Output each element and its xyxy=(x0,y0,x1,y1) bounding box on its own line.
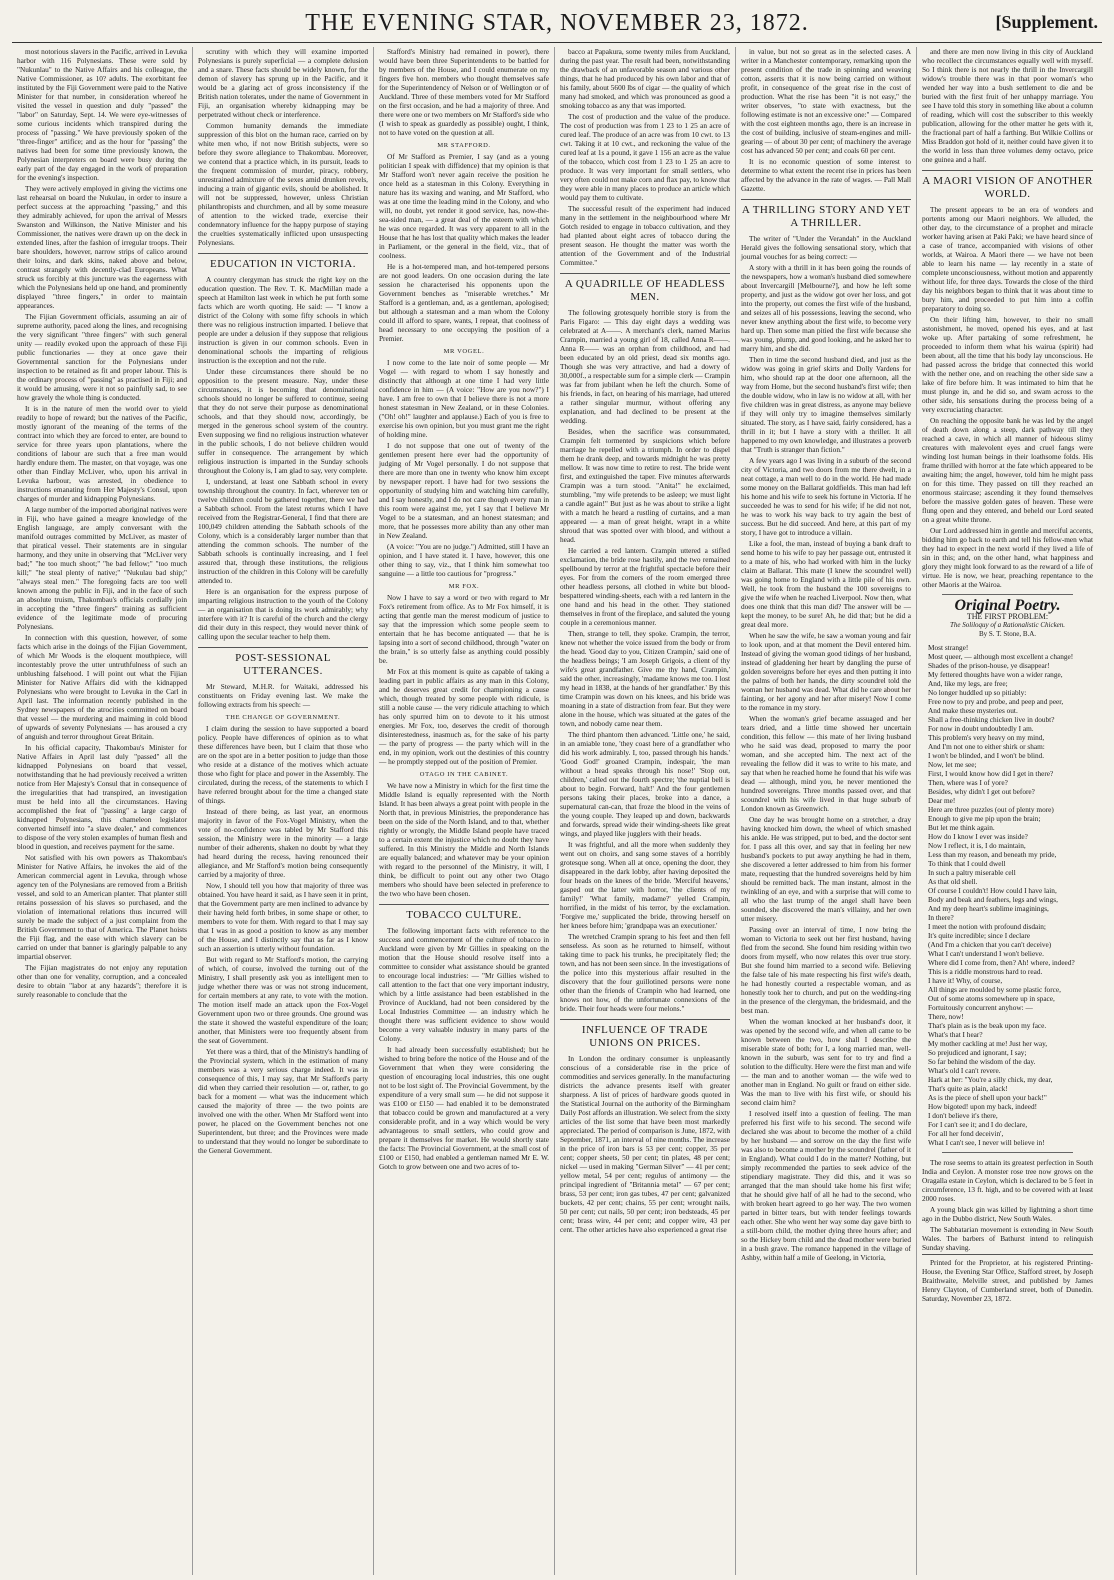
article-paragraph: Of Mr Stafford as Premier, I say (and as a young politician I speak with diffidence) that my opinion is that Mr Stafford won't never again receive the position he once held as a statesman in this Colony. Everything in nature has its waxing and waning, and Mr Stafford, who was at one time the leading mind in the Colony, and who will, no doubt, yet render it good service, has, now-the-sea-sided man, — a great deal of the esteem with which he was once regarded. It was very apparent to all in the House that he has lost that quality which makes the leader in Parliament, or the general in the field, viz., that of coolness. xyxy=(379,152,549,260)
article-paragraph: I claim during the session to have supported a board policy. People have differences of opinion as to what these differences have been, but I claim that those who are on the spot are in a better position to judge than those who reside at a distance of the motives which actuate those who fight for place and power in the Assembly. The circulated, during the recess, of the statements to which I have referred brought about for the time a changed state of things. xyxy=(198,724,368,805)
poem-line: Most strange! xyxy=(928,643,969,652)
article-paragraph: In connection with this question, however, of some facts which arise in the doings of the Fijian Government, of which Mr Woods is the eloquent mouthpiece, will incontestably prove the utter untruthfulness of such an unblushing falsehood. I will point out what the Fijian Minister for Native Affairs did with the kidnapped Polynesians who were brought to Levuka in the Carl in April last. The information recently published in the Sydney newspapers of the atrocities committed on board that vessel — the murdering and maiming in cold blood of upwards of seventy Polynesians — has aroused a cry of anguish and terror throughout Great Britain. xyxy=(17,633,187,741)
article-paragraph: The wretched Crampin sprang to his feet and then fell senseless. As soon as he returned to himself, without taking time to pack his trunks, he precipitately fled; the town, and has not been seen since. In the investigations of the police into this mysterious affair resulted in the discovery that the four guillotined persons were none other than the friends of Crampin who had learned, one knows not how, of the unfortunate connexions of the bride. Their four heads were four melons." xyxy=(560,932,730,1013)
article-paragraph: (A voice: "You are no judge.") Admitted, still I have an opinion, and I have stated it. I have, however, this one other thing to say, viz., that I think him somewhat too sanguine — a little too cautious for "progress." xyxy=(379,542,549,578)
article-paragraph: in value, but not so great as in the selected cases. A writer in a Manchester contemporary, remarking upon the present condition of the trade in spinning and weaving cotton, asserts that it is now being carried on without profit, in consequence of the great rise in the cost of production. What the rise has been "it is not easy," the writer observes, "to state with exactness, but the following estimate is not an excessive one:" — Compared with the cost eighteen months ago, there is an increase in the cost of building, inclusive of steam-engines and mill-gearing — of about 30 per cent; of machinery the average cost has advanced 50 per cent; and coals 60 per cent. xyxy=(741,47,911,155)
article-paragraph: A large number of the imported aboriginal natives were in Fiji, who have gained a meagre knowledge of the English language, are amply conversant with the manifold outrages committed by McLiver, as master of that piratical vessel. Their statements are in singular harmony, and they unite in observing that "McLiver very bad;" "he too much shoot;" "he bad fellow;" "too much kill;" "he steal plenty of native;" "Nukulau bad ship;" "always steal men." The foregoing facts are too well known among the public in Fiji, and in the face of such an absolute truism, Thakombau's officials cordially join in accepting the "three fingers" training as sufficient evidence of the legitimate mode of procuring Polynesians. xyxy=(17,505,187,631)
article-paragraph: When the woman's grief became assuaged and her tears dried, and a little time showed her uncertain condition, this fellow — this mate of her living husband who he said was dead, proposed to marry the poor woman, and she accepted him. The next act of the revealing the fellow did it was to write to his mate, and say that when he reached home he found that his wife was dead — although, mind you, he never mentioned the hundred sovereigns. Three months passed over, and that scoundrel with his wife lived in that huge suburb of London known as Greenwich. xyxy=(741,714,912,813)
poem-line: As that old shell. xyxy=(928,877,978,886)
poem-line: What's that I hear? xyxy=(928,1030,983,1039)
article-paragraph: It is no economic question of some interest to determine to what extent the recent rise in prices has been affected by the advance in the rate of wages. — Pall Mall Gazette. xyxy=(741,157,911,193)
poem-line: Out of some atoms somewhere up in space, xyxy=(928,994,1055,1003)
poem-line: I don't believe it's there, xyxy=(928,1111,998,1120)
poem-line: I meet the notion with profound disdain; xyxy=(928,922,1046,931)
headline-trade-unions-on-prices: INFLUENCE OF TRADE UNIONS ON PRICES. xyxy=(560,1019,730,1050)
poem-author: By S. T. Stone, B.A. xyxy=(978,630,1037,638)
poem-line: Besides, why didn't I get out before? xyxy=(928,787,1035,796)
poem-line: I won't be blinded, and I won't be blind. xyxy=(928,751,1045,760)
poem-line: But let me think again. xyxy=(928,823,995,832)
masthead xyxy=(12,6,1102,43)
poem-line: Now I reflect, it is, I do maintain, xyxy=(928,841,1026,850)
subheading: OTAGO IN THE CABINET. xyxy=(419,771,509,778)
article-paragraph: On reaching the opposite bank he was led by the angel of death down along a steep, dark pathway till they reached a cave, in which all manner of hideous slimy creatures with malevolent eyes and cruel fangs were winding lost human beings in their loathsome folds. His frame thrilled with horror at the fate which appeared to be awaiting him; the angel, however, told him he might pass on for this time. They passed on till they reached an enormous staircase; ascending it they found themselves before the massive golden gates of heaven. These were flung open and they entered, and beheld our Lord seated on a great white throne. xyxy=(922,416,1093,524)
poem-line: To think that I could dwell xyxy=(928,859,1006,868)
article-paragraph: Passing over an interval of time, I now bring the woman to Victoria to seek out her first husband, having fled from the second. She found him residing within two doors from myself, who now relates this over true story. But she found him married to a second wife. Believing the false tale of his mate respecting his first wife's death, he had honestly courted a respectable woman, and as honestly took her to church, and put on the wedding-ring in the presence of the clergyman, the bridesmaid, and the best man. xyxy=(741,925,911,1015)
article-paragraph: He carried a red lantern. Crampin uttered a stifled exclamation, the bride rose hastily, and the two remained spellbound by terror at the frightful spectacle before their eyes. For from the corners of the room emerged three other headless persons, all clothed in white but blood-bespattered winding-sheets, each with a red lantern in the one hand and his head in the other. They stationed themselves in front of the fireplace, and saluted the young couple in a ceremonious manner. xyxy=(560,546,730,627)
poem-line: Less than my reason, and beneath my pride, xyxy=(928,850,1057,859)
article-paragraph: bacco at Papakura, some twenty miles from Auckland, during the past year. The result had been, notwithstanding the drawback of an unfavorable season and various other things, that he had produced by his own labor and that of his family, about 5600 lbs of cigar — the quality of which many had smoked, and which was pronounced as good a smoking tobacco as any that was imported. xyxy=(560,47,730,110)
article-paragraph: The third phantom then advanced. 'Little one,' he said, in an amiable tone, 'they coast here of a grandfather who did his work admirably. I, too, passed through his hands.' 'Good God!' groaned Crampin, indespair, 'the man without a head speaks through his nose!' 'Stop out, children,' called out the fourth spectre; 'the nuptial bell is about to begin. Forward, halt!' And the four gentlemen persons taking their places, broke into a dance, a supernatural can-can, that froze the blood in the veins of the young couple. They leaped up and down, backwards and forwards, spread wide their winding-sheets like great wings, and played like jugglers with their heads. xyxy=(560,730,730,838)
poem-line: I have it! Why, of course, xyxy=(928,976,1003,985)
article-paragraph: It was frightful, and all the more when suddenly they went out on choirs, and sang some staves of a horribly grotesque song. When all at once, opening the door, they disappeared in the dark lobby, after having deposited the four heads on the knees of the bride. 'Merciful heavens,' gasped out the latter with horror, 'the clients of my family!' 'What family, madame?' yelled Crampin, horrified, in the midst of his terror, by the exclamation. 'Forgive me,' supplicated the bride, throwing herself on her knees before him; 'grandpapa was an executioner.' xyxy=(560,840,730,930)
poem-line: Here are three puzzles (out of plenty more) xyxy=(928,805,1054,814)
poem-line: Where did I come from, then? Ah! where, indeed? xyxy=(928,958,1075,967)
article-paragraph: One day he was brought home on a stretcher, a dray having knocked him down, the wheel of which smashed his ankle. He was stripped, put to bed, and the doctor sent for. I pass all this over, and say that in feeling her new husband's pockets to put away anything he had in them, she discovered a letter addressed to him from his former mate, requesting that the hundred sovereigns held by him should be remitted back. The man instant, almost in the twinkling of an eye, and with a surprise that will come to all who the last trump of the angel shall have been sounded, she discovered the man's villainy, and her own utter misery. xyxy=(741,815,911,923)
article-paragraph: A country clergyman has struck the right key on the education question. The Rev. T. K. MacMillan made a speech at Hamilton last week in which he put forth some facts which are worth quoting. He said: — "I know a district of the Colony with some fifty schools in which there was no religious instruction imparted. I believe that people are under a delusion if they suppose that religious instruction is given in our common schools. Even in denominational schools the imparting of religious instruction is the exception and not the rule. xyxy=(198,275,368,365)
poem-line: This is a riddle monstrous hard to read. xyxy=(928,967,1043,976)
poem-line: How bigoted! upon my back, indeed! xyxy=(928,1102,1038,1111)
article-paragraph: The following grotesquely horrible story is from the Paris Figaro: — This day eight days a wedding was celebrated at A——. A merchant's clerk, named Marius Crampin, married a young girl of 18, called Anna R——. Anna R—— was an orphan from childhood, and had been educated by an old priest, dead six months ago. Though she was very attractive, and had a dowry of 30,000f., a respectable sum for a simple clerk — Crampin was far from jubilant when he left the church. Some of his friends, in fact, on hearing of his marriage, had uttered a rather singular murmur, without offering any explanation, and had declined to be present at the wedding. xyxy=(560,308,730,425)
poem-line: Enough to give me pip upon the brain; xyxy=(928,814,1041,823)
news-item: The Sabbatarian movement is extending in New South Wales. The barbers of Bathurst intend to relinquish Sunday shaving. xyxy=(922,1225,1093,1252)
poem-line: There, now! xyxy=(928,1012,964,1021)
headline-education-in-victoria: EDUCATION IN VICTORIA. xyxy=(198,253,368,271)
poem-line: This problem's very heavy on my mind, xyxy=(928,733,1045,742)
poem-line: What I can't see, I never will believe in! xyxy=(928,1138,1045,1147)
article-paragraph: Yet there was a third, that of the Ministry's handling of the Provincial system, which in the estimation of many members was a very serious charge indeed. It was in consequence of this, I may say, that Mr Stafford's party did when they carried their resolution — or, rather, to go back for a moment — what was the inducement which caused the majority of three — the two points are involved one with the other. When Mr Stafford went into power, he placed on the Government benches not one Superintendent, but three; and the Provinces were made to understand that they would no longer be subordinate to the General Government. xyxy=(198,1047,368,1155)
poem-line: Shall a free-thinking chicken live in doubt? xyxy=(928,715,1055,724)
section-title-original-poetry: Original Poetry. xyxy=(954,597,1061,614)
article-paragraph: Stafford's Ministry had remained in power), there would have been three Superintendents to be battled for by members of the House, and I could enumerate on my fingers five hon. members who thought themselves safe for the Superintendency of Nelson or of Wellington or of Auckland. Three of these members voted for Mr Stafford on the first occasion, and he had a majority of three. And there were one or two members on Mr Stafford's side who (I wish to speak as guardedly as possible) ought, I think, not to have voted on the question at all. xyxy=(379,47,549,137)
subheading: MR STAFFORD. xyxy=(437,142,491,149)
article-paragraph: It had already been successfully established; but he wished to bring before the notice of the House and of the Government that when they were considering the question of encouraging local industries, this one ought not to be lost sight of. The Provincial Government, by the expenditure of a very small sum — he did not suppose it was £100 or £150 — had enabled it to be demonstrated that tobacco could be grown and manufactured at a very considerable profit, and in a way which would be very advantageous to small settlers, who could grow and prepare it themselves for market. He would shortly state the facts: The Provincial Government, at the small cost of £100 or £150, had enabled a gentleman named Mr E. W. Gotch to grow between one and two acres of to- xyxy=(379,1045,549,1171)
poem-line: And make these mysteries out. xyxy=(928,706,1018,715)
poem-line: For all her fond deceivin', xyxy=(928,1129,1004,1138)
article-paragraph: The writer of "Under the Verandah" in the Auckland Herald gives the following sensational story, which that journal vouches for as being correct: — xyxy=(741,234,911,261)
article-paragraph: They were actively employed in giving the victims one last rehearsal on board the Nukulau, in order to insure a perfect success at the approaching "passing," and this they admirably achieved, for upon the arrival of Messrs Swanston and Wilkinson, the Native Minister and his Commissioner, the natives were drawn up on the deck in extended lines, after the fashion of irregular troops. Their bare shoulders, however, narrow strips of calico around their loins, and dark skins, naked above and below, contrast strangely with decently-clad Europeans. What struck us forcibly at this juncture was the eagerness with which the Polynesians held up one hand, and prominently displayed "three fingers," in order to maintain appearances. xyxy=(17,184,187,310)
article-paragraph: The Fijian magistrates do not enjoy any reputation other than one for venality, corruption, and a concealed desire to obtain "labor at any hazards"; therefore it is surely reasonable to conclude that the xyxy=(17,963,187,999)
article-paragraph: The successful result of the experiment had induced many in the settlement in the neighbourhood where Mr Gotch resided to engage in tobacco cultivation, and they had planted about eight acres of tobacco during the present season. He thought the matter was worth the attention of the Government and of the Industrial Committee." xyxy=(560,204,730,267)
subheading: THE CHANGE OF GOVERNMENT. xyxy=(225,714,341,721)
imprint: Printed for the Proprietor, at his registered Printing-House, the Evening Star Office, Stafford street, by Joseph Braithwaite, Melville street, and published by James Henry Clayton, of Cumberland street, both of Dunedin. Saturday, November 23, 1872. xyxy=(922,1254,1093,1303)
poem-line: As is the piece of shell upon your back!" xyxy=(928,1093,1047,1102)
article-paragraph: Now I have to say a word or two with regard to Mr Fox's retirement from office. As to Mr Fox himself, it is acting that gentle man the merest modicum of justice to say that the impression which some people seem to entertain that he has become antiquated — that he is lapsing into a sort of second childhood, through "water on the brain," is so utterly false as anything could possibly be. xyxy=(379,593,549,665)
column-4 xyxy=(555,47,736,1575)
headline-thrilling-story: A THRILLING STORY AND YET A THRILLER. xyxy=(741,199,911,230)
article-paragraph: most notorious slavers in the Pacific, arrived in Levuka harbor with 116 Polynesians. These were sold by "Nukunlau" to the Native Affairs and his colleague, the Native Commissioner, as 10? adults. The exorbitant fee instituted by the Fiji Government were paid to the Native Minister for that number, in consideration whereof he visited the vessel in question and duly "passed" the "labor" on Saturday, Sept. 14. We were eye-witnesses of some curious incidents which transpired during the process of "passing." We have previously spoken of the "three-finger" artifice; and as the hour for "passing" the natives had been for some time previously known, the Polynesian interpreters on board were busy during the early part of the day engaged in the work of preparation for the evening's inspection. xyxy=(17,47,187,182)
article-paragraph: The Fijian Government officials, assuming an air of supreme authority, paced along the lines, and recognising the very significant "three fingers" with such general unity — readily evoked upon the approach of these Fiji public functionaries — they at once gave their Governmental sanction for the Polynesians under inspection to be retained as fit and proper labour. This is the ordinary process of "passing" as practised in Fiji; and it would be amusing, were it not so painfully sad, to see how gravely the whole thing is conducted. xyxy=(17,312,187,402)
column-5 xyxy=(736,47,917,1575)
article-paragraph: Under these circumstances there should be no opposition to the present measure. Nay, under these circumstances, it is becoming that denominational schools should no longer be suffered to continue, seeing that they do not serve their purpose as denominational schools, and that they should now, accordingly, be merged in the generous school system of the country. Even supposing we find no religious instruction whatever in the public schools, I do not believe children would suffer in consequence. The arrangement by which religious instruction is imparted in the Sunday schools throughout the Colony is, I am glad to say, very complete. xyxy=(198,367,368,475)
poem-line: That's quite as plain, alack! xyxy=(928,1084,1008,1093)
poem-line: And my deep heart's sublime imaginings, xyxy=(928,904,1049,913)
article-paragraph: We have now a Ministry in which for the first time the Middle Island is equally represented with the North Island. It has been always a great point with people in the North that, in previous Ministries, the preponderance has been on the side of the North Island, and to that, whether rightly or wrongly, the Middle Island people have traced to a certain extent the injustice which no doubt they have suffered. In this Ministry the Middle and North Islands are equally balanced; and whatever may be your opinion with regard to the personnel of the Ministry, it will, I think, be difficult to point out any other two Otago members who should have been selected in preference to the two who have been chosen. xyxy=(379,781,549,898)
poem-line: What I can't understand I won't believe. xyxy=(928,949,1044,958)
article-paragraph: Mr Steward, M.H.R. for Waitaki, addressed his constituents on Friday evening last. We make the following extracts from his speech: — xyxy=(198,682,368,709)
poem-line: My fettered thoughts have won a wider range, xyxy=(928,670,1063,679)
article-paragraph: Mr Fox at this moment is quite as capable of taking a leading part in public affairs as any man in this Colony, and he deserves great credit for championing a cause which, though treated by some people with ridicule, is still a noble cause — the very ridicule attaching to which has only spurred him on to devote to it his utmost energies. Mr Fox, too, deserves the credit of thorough disinterestedness, inasmuch as, for the sake of his party — the party of progress — the party which will in the end, in my opinion, work out the destinies of this country — he promptly stepped out of the position of Premier. xyxy=(379,667,549,766)
article-paragraph: Besides, when the sacrifice was consummated, Crampin felt tormented by suspicions which before marriage he repelled with a triumph. In order to dispel them he drank deep, and towards midnight he was pretty mellow. It was now time to retire to rest. The bride went first, and extinguished the taper. Five minutes afterwards Crampin was a turn stood. "Anita!" he exclaimed, stumbling, "my wife pretends to be asleep; we must light a candle again!" But just as he was about to strike a light with a match he heard a rustling of curtains, and a man appeared — a man of great height, wrapt in a white shroud that was spotted over with blood, and without a head. xyxy=(560,427,730,544)
poem-title: THE FIRST PROBLEM: xyxy=(966,612,1049,621)
divider xyxy=(942,594,1073,595)
article-paragraph: Our Lord addressed him in gentle and merciful accents, bidding him go back to earth and tell his fellow-men what they had to expect in the next world if they lived a life of sin in this; and, on the other hand, what happiness and glory they might look forward to as the reward of a life of virtue. He is now, we hear, preaching repentance to the other Maoris at the Wairoa. xyxy=(922,526,1093,589)
column-6 xyxy=(917,47,1098,1575)
article-paragraph: It is in the nature of men the world over to yield readily to hope of reward; but the natives of the Pacific, mostly ignorant of the meaning of the terms of the contract into which they are forced to enter, are bound to service for three years upon plantations, where the conditions of labour are such that a free man would hardly endure them. The master, on that voyage, was one other than Findlay McLiver, who, upon his arrival in Levuka harbour, was arrested, in obedience to instructions emanating from Her Majesty's Consul, upon charges of murder and kidnapping Polynesians. xyxy=(17,404,187,503)
article-paragraph: In London the ordinary consumer is unpleasantly conscious of a considerable rise in the price of commodities and services generally. In the manufacturing districts the advance presents itself with greater sharpness. A list of prices of hardware goods quoted in the Statistical Journal on the authority of the Birmingham Daily Post affords an illustration. We select from the sixty articles of the list some that have been most markedly appreciated. The period of comparison is June, 1872, with September, 1871, an interval of nine months. The increase in the price of iron bars is 53 per cent; copper, 35 per cent; copper sheets, 50 per cent; tin plates, 48 per cent; nickel — used in making "German Silver" — 41 per cent; yellow metal, 54 per cent; regulus of antimony — the principal ingredient of "Britannia metal" — 67 per cent; brass, 53 per cent; iron gas tubes, 47 per cent; galvanized buckets, 42 per cent; chains, 55 per cent; wrought nails, 50 per cent; cut nails, 50 per cent; iron bedsteads, 45 per cent; brass wire, 44 per cent; and copper wire, 43 per cent. The other articles have also experienced a great rise xyxy=(560,1054,730,1234)
poem-line: What's old I can't revere. xyxy=(928,1066,1001,1075)
article-paragraph: When the woman knocked at her husband's door, it was opened by the second wife, and when all came to be known between the two, how shall I describe the miserable state of both; for I, a long married man, well-known in the suburb, was sent for to try and find a solution to the difficulty. Here were the first man and wife — the man and to another woman — the wife wed to another man in England. No guilt or fraud on either side. Was the man to live with his first wife, or should his second claim him? xyxy=(741,1017,911,1107)
poem-line: Body and beak and feathers, legs and wings, xyxy=(928,895,1058,904)
supplement-label: [Supplement. xyxy=(995,12,1098,32)
article-paragraph: But with regard to Mr Stafford's motion, the carrying of which, of course, involved the turning out of the Ministry, I shall presently ask you as intelligent men to judge whether there was or was not strong inducement, for certain members at any rate, to vote with the motion. The motion itself made an attack upon the Fox-Vogel Government upon two or three grounds. One ground was the state it showed the wasteful expenditure of the loan; another, that Ministers were too frequently absent from the seat of Government. xyxy=(198,955,368,1045)
poem-body xyxy=(922,643,1093,1147)
news-item: A young black gin was killed by lightning a short time ago in the Dubbo district, New South Wales. xyxy=(922,1205,1093,1223)
columns xyxy=(12,47,1102,1575)
article-paragraph: A few years ago I was living in a suburb of the second city of Victoria, and two doors from me there dwelt, in a neat cottage, a man well to do in the world. He had made some money on the Ballarat goldfields. This man had left his home and his wife to seek his fortune in Victoria. If he succeeded he was to send for his wife; if he did not not, he was to work his way back to try again the best of success. But he did succeed. And here, at this part of my story, I have got to introduce a villain. xyxy=(741,456,911,537)
article-paragraph: Common humanity demands the immediate suppression of this blot on the human race, carried on by white men who, if not now British subjects, were so before they swore allegiance to Thakombau. Moreover, we contend that a practice which, in its pursuit, leads to the frequent commission of murder, piracy, robbery, unrestrained admixture of the sexes amid drunken revels, inducing a train of gigantic evils, should be abolished. It will not be suppressed, however, unless Christian philanthropists and churchmen, and all by some measure of attention to the wicked trade, exercise their condemnatory influence for the happy purpose of staying the cruelties systematically inflicted upon unsuspecting Polynesians. xyxy=(198,121,368,247)
poem-line: Most queer, — although most excellent a change! xyxy=(928,652,1074,661)
poem-line: No longer huddled up so pitiably: xyxy=(928,688,1027,697)
article-paragraph: The present appears to be an era of wonders and portents among our Maori neighbors. We alluded, the other day, to the circumstance of a prophet and miracle worker having arisen at Paki Paki; we have heard since of a case of trance, accompanied with visions of other worlds, at Wairoa. A Maori there — we have not been able to learn his name — lay recently in a state of complete unconsciousness, without motion and apparently without life, for three days. Towards the close of the third day his neighbors began to think that it was about time to bury him, and proceeded to put him into a coffin preparatory to doing so. xyxy=(922,205,1093,313)
poem-line: Free now to pry and probe, and peep and peer, xyxy=(928,697,1064,706)
newspaper-title: THE EVENING STAR, NOVEMBER 23, 1872. xyxy=(305,10,809,36)
article-paragraph: Then in time the second husband died, and just as the widow was going in grief skirts and Dolly Vardens for him, who should rap at the door one afternoon, all the way from Home, but the second husband's first wife; then the double widow, who in law is no widow at all, with her five children was in great distress, as anyone may believe if they will only try to imagine themselves similarly situated. The story, as I have said, fairly considered, has a thrill in it; but I have a story with a thriller. It all happened to my own knowledge, and illustrates a proverb that "Truth is stranger than fiction." xyxy=(741,355,911,454)
poem-line: For I can't see it; and I do declare, xyxy=(928,1120,1028,1129)
poem-line: (And I'm a chicken that you can't deceive) xyxy=(928,940,1052,949)
poem-line: Now, let me see; xyxy=(928,760,977,769)
poem-line: So prejudiced and ignorant, I say; xyxy=(928,1048,1027,1057)
article-paragraph: Instead of there being, as last year, an enormous majority in favor of the Fox-Vogel Ministry, when the vote of no-confidence was tabled by Mr Stafford this session, the Ministry were in the minority — a large number of their adherents, shaken no doubt by what they had heard during the recess, having renounced their allegiance, and Mr Stafford's motion being consequently carried by a majority of three. xyxy=(198,807,368,879)
poem-line: Dear me! xyxy=(928,796,956,805)
poem-line: It's quite incredible; since I declare xyxy=(928,931,1031,940)
article-paragraph: I do not suppose that one out of twenty of the gentlemen present here ever had the opportunity of judging of Mr Vogel personally. I do not suppose that there are more than one in twenty who know him except by newspaper report. I have had for two sessions the opportunity of studying him and watching him carefully, and I say honestly, and I do not care though every man in this room were against me, yet I say that I believe Mr Vogel to be a statesman, and an honest statesman; and more, that he possesses more ability than any other man in New Zealand. xyxy=(379,441,549,540)
poem-line: And I'm not one to either shirk or sham: xyxy=(928,742,1045,751)
headline-maori-vision: A MAORI VISION OF ANOTHER WORLD. xyxy=(922,170,1093,201)
article-paragraph: I now come to the late noir of some people — Mr Vogel — with regard to whom I say honestly and distinctly that although at one time I had very little confidence in him — (A voice: "How are you now?") I have. I am free to own that I believe there is not a more honest statesman in New Zealand, or in these Colonies. ("Oh! oh!" laughter and applause.) Each of you is free to exercise his own opinion, but you must grant me the right of holding mine. xyxy=(379,358,549,439)
poem-line: Hark at her: "You're a silly chick, my dear, xyxy=(928,1075,1053,1084)
poem-line: All things are moulded by some plastic force, xyxy=(928,985,1061,994)
poem-line: In such a paltry miserable cell xyxy=(928,868,1016,877)
poem-subtitle: The Soliloquy of a Rationalistic Chicken. xyxy=(949,621,1066,629)
article-paragraph: Here is an organisation for the express purpose of imparting religious instruction to the youth of the Colony — an organisation that is doing its work admirably; why interfere with it? It is careful of the church and the clergy did their duty in this respect, they would never think of calling upon the secular teacher to help them. xyxy=(198,587,368,641)
article-paragraph: I, understand, at least one Sabbath school in every township throughout the country. In fact, wherever ten or twelve children could be gathered together, there we had a Sabbath school. From the latest returns which I have received from the Registrar-General, I find that there are 100,049 children attending the Sabbath schools of the Colony, which is a considerably larger number than that attending the common schools. The number of the Sabbath schools is continually increasing, and I feel assured that, through these institutions, the religious instruction of the children in this Colony will be carefully attended to. xyxy=(198,477,368,585)
poem-line: In there? xyxy=(928,913,954,922)
article-paragraph: In his official capacity, Thakombau's Minister for Native Affairs in April last duly "passed" all the kidnapped Polynesians on board that vessel, notwithstanding that he had previously received a written notice from Her Majesty's Consul that in consequence of the irregularities that had transpired, an investigation must be held into all the circumstances. Having accomplished the feat of "passing" a large cargo of kidnapped Polynesians, this chameleon legislator converted himself into "a slave dealer," and commences to dispose of the very stolen examples of human flesh and blood in question, and receives payment for the same. xyxy=(17,743,187,851)
poem-line: How do I know I ever was inside? xyxy=(928,832,1028,841)
article-paragraph: and there are men now living in this city of Auckland who recollect the circumstances equally well with myself. So I think there is not nearly the thrill in the Invercargill widow's trouble there was in that poor woman's who wended her way into a bush settlement to die and be buried with the first fruit of her unhappy marriage. You see I have told this story in something like about a column of reading, which will cost the subscriber to this weekly publication, allowing for the other matter he gets with it, the fractional part of half a farthing. But Wilkie Collins or Miss Braddon got hold of it, neither could have given it to the world in less than three volumes demy octavo, price one guinea and a half. xyxy=(922,47,1093,164)
poem-line: Of course I couldn't! How could I have lain, xyxy=(928,886,1057,895)
column-1 xyxy=(12,47,193,1575)
article-paragraph: The cost of production and the value of the produce. The cost of production was from 1 23 to 1 25 an acre of cured leaf. The produce of an acre was from 10 cwt. to 13 cwt. Taking it at 10 cwt., and reckoning the value of the cured leaf at 1s a pound, it gave 1 156 an acre as the value of the tobacco, which cost from 1 23 to 1 25 an acre to produce. It was very important for small settlers, who very often could not make corn and flax pay, to know that they were able in many places to produce an article which would pay them to cultivate. xyxy=(560,112,730,202)
article-paragraph: Now, I should tell you how that majority of three was obtained. You have heard it said, as I have seen it in print, that the Government party are men inclined to advance by their having held forth bribes, in some shape or other, to members to vote for them. With regard to that I may say that I was in as good a position to know as any member of the House, and I distinctly say that as far as I know such an assertion is utterly without foundation. xyxy=(198,881,368,953)
article-paragraph: Then, strange to tell, they spoke. Crampin, the terror, knew not whether the voice issued from the body or from the head. 'Good day to you, Citizen Crampin,' said one of the headless beings; 'I am Joseph Grigois, a client of thy wife's great grandfather. Give me thy hand, Crampin,' said the other, increasingly, 'madame knows me too. I lost my head in 1838, at the hands of her grandfather.' By this time Crampin was down on his knees, and his bride was moaning in a state of distraction from fear. But they were alone in the house, which was situated at the gates of the town, and nobody came near them. xyxy=(560,629,730,728)
poem-line: For now in doubt undoubtedly I am. xyxy=(928,724,1034,733)
article-paragraph: He is a hot-tempered man, and hot-tempered persons are not good leaders. On one occasion during the late session he characterised his opponents upon the Government benches as "miserable wretches." Mr Stafford is a gentleman, and, as a gentleman, apologised; but although a statesman and a man whom the Colony could ill afford to spare, wants, I repeat, that coolness of head necessary to one occupying the position of a Premier. xyxy=(379,262,549,343)
headline-quadrille-of-headless-men: A QUADRILLE OF HEADLESS MEN. xyxy=(560,273,730,304)
poem-line: So far behind the wisdom of the day. xyxy=(928,1057,1036,1066)
subheading: MR VOGEL. xyxy=(443,348,485,355)
article-paragraph: Like a fool, the man, instead of buying a bank draft to send home to his wife to pay her passage out, entrusted it to a mate of his, who had worked with him in the lucky claim at Ballarat. This mate (I knew the scoundrel well) was going home to England with a little pile of his own. Well, he took from the husband the 100 sovereigns to give the wife when he reached Liverpool. Now then, what does one think that this man did? The answer will be — kept the money, to be sure! Ah, he did that; but he did a great deal more. xyxy=(741,539,911,629)
column-2 xyxy=(193,47,374,1575)
news-item: The rose seems to attain its greatest perfection in South India and Ceylon. A monster rose tree now grows on the Oragalla estate in Ceylon, which is declared to be 5 feet in circumference, 13 ft. high, and to be covered with at least 2000 roses. xyxy=(922,1158,1093,1203)
headline-post-sessional-utterances: POST-SESSIONAL UTTERANCES. xyxy=(198,647,368,678)
column-3 xyxy=(374,47,555,1575)
poem-line: Shades of the prison-house, ye disappear! xyxy=(928,661,1050,670)
article-paragraph: A story with a thrill in it has been going the rounds of the newspapers, how a woman's husband died somewhere about Invercargill [Melbourne?], and how he left some property, and just as the widow got over her loss, and got into the property, out comes the first wife of the husband, and seizes all of his possessions, leaving the second, who never knew anything about the first wife, to become very hard up. Then some man pitied the first wife because she was young, plump, and good looking, and he asked her to marry him, and she did. xyxy=(741,263,911,353)
headline-tobacco-culture: TOBACCO CULTURE. xyxy=(379,904,549,922)
article-paragraph: The following important facts with reference to the success and commencement of the culture of tobacco in Auckland were given by Mr Gillies in speaking on the motion that the House should resolve itself into a committee to consider what assistance should be granted to encourage local industries: — "Mr Gillies wished to call attention to the fact that one very important industry, which by a little assistance had been established in the Province of Auckland, had not been considered by the Local Industries Committee — an industry which he thought there was sufficient evidence to show would become a very valuable industry in many parts of the Colony. xyxy=(379,926,549,1043)
article-paragraph: When he saw the wife, he saw a woman young and fair to look upon, and at that moment the Devil entered him. Instead of giving the woman good tidings of her husband, instead of gladdening her heart by dangling the purse of golden sovereigns before her eyes and then putting it into the palms of both her hands, the dirty scoundrel told the woman her husband was dead. What did he care about her fainting, or her agony and her after misery! Now I come to the romance in my story. xyxy=(741,631,911,712)
poem-line: My mother cackling at me! Just her way, xyxy=(928,1039,1048,1048)
article-paragraph: Not satisfied with his own powers as Thakombau's Minister for Native Affairs, he invokes the aid of the American commercial agent in Levuka, through whose agency ten of the Polynesians are removed from a British vessel, and sold to an American planter. That planter still retains possession of his slaves so purchased, and the violation of international relations thus incurred will surely be made the subject of a just complaint from the British Government to that of America. The Planet hoists the Fiji flag, and the ease with which slavery can be carried on under that banner is glaringly palpable to any impartial observer. xyxy=(17,853,187,961)
poem-line: Fortuitously concurrent anyhow: — xyxy=(928,1003,1033,1012)
divider xyxy=(942,1152,1073,1153)
article-paragraph: I resolved itself into a question of feeling. The man preferred his first wife to his second. The second wife declared she was about to become the mother of a child by her husband — and sorrow on the day the first wife was also to become a mother by the scoundrel (father of it in England). What could I do in the matter? Nothing, but simply recommended the parties to seek advice of the stipendiary magistrate. They did this, and it was so arranged that the man should take home his first wife; that he should give half of all he had to the second, who with broken heart agreed to go her way. The two women parted in bitter tears, but with tender feelings towards each other. She who went her way some day gave birth to a still-born child, the mother dying three hours after; and so the Hickey born child and the dead mother were buried in a bush grave. The romance happened in the village of Ashby, within half a mile of Geelong, in Victoria, xyxy=(741,1109,911,1262)
poem-line: Then, where was I of yore? xyxy=(928,778,1008,787)
subheading: MR FOX. xyxy=(448,583,480,590)
article-paragraph: scrutiny with which they will examine imported Polynesians is purely superficial — a complete delusion and a snare. These facts should be widely known, for the demon of slavery has sprung up in the Pacific, and it would be a glaring act of gross inconsistency if the British nation tolerates, under the name of Government in Fiji, an organisation whereby kidnapping may be perpetrated without check or interference. xyxy=(198,47,368,119)
poem-line: And, like my legs, are free; xyxy=(928,679,1008,688)
poem-line: First, I would know how did I get in there? xyxy=(928,769,1054,778)
poem-line: That's plain as is the beak upon my face. xyxy=(928,1021,1047,1030)
article-paragraph: On their lifting him, however, to their no small astonishment, he moved, opened his eyes, and at last woke up. After partaking of some refreshment, he proceeded to inform them what his wairua (spirit) had been about, all the time that his body lay unconscious. He had passed across the bridge that connected this world with the nether one, and on reaching the other side saw a lake of fire before him. It was intimated to him that he must plunge in, and he did so, and swam across to the other side, his sensations during the process being of a very excruciating character. xyxy=(922,315,1093,414)
